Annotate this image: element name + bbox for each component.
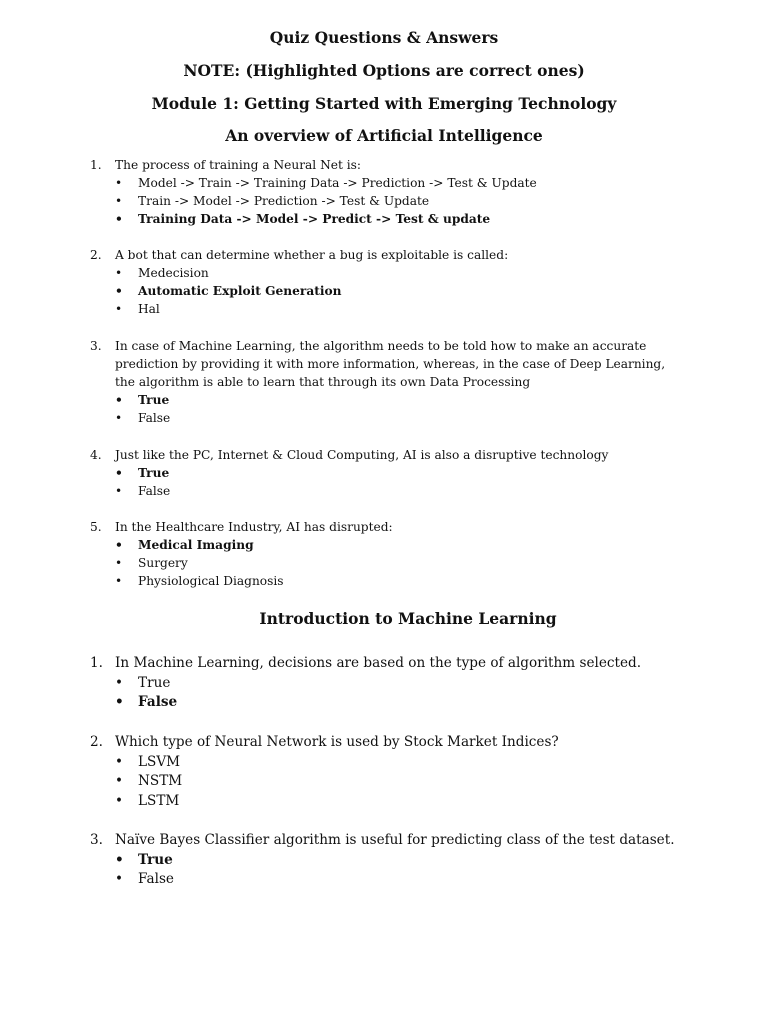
correct-answer-option xyxy=(90,210,680,228)
question-number: 2. xyxy=(90,248,102,262)
question-number: 2. xyxy=(90,734,103,750)
option-label: Medical Imaging xyxy=(138,538,254,552)
answer-option xyxy=(90,792,680,812)
question-block xyxy=(90,337,680,427)
option-label: Training Data -> Model -> Predict -> Test & update xyxy=(138,212,491,226)
bullet-icon: • xyxy=(115,266,123,280)
answer-option xyxy=(90,174,680,192)
option-label: LSTM xyxy=(138,792,180,809)
module-heading: Module 1: Getting Started with Emerging Technology xyxy=(151,94,617,113)
option-list xyxy=(90,264,680,318)
question-text: In Machine Learning, decisions are based on the type of algorithm selected. xyxy=(115,655,642,671)
correct-answer-option xyxy=(90,851,680,871)
bullet-icon: • xyxy=(115,851,124,868)
option-list xyxy=(90,753,680,812)
question-block xyxy=(90,446,680,500)
option-label: Surgery xyxy=(138,556,188,570)
bullet-icon: • xyxy=(115,538,123,552)
question-number: 1. xyxy=(90,655,103,671)
option-label: True xyxy=(138,674,171,691)
option-label: False xyxy=(138,694,178,710)
question-block xyxy=(90,831,680,890)
question-text: Which type of Neural Network is used by Stock Market Indices? xyxy=(115,734,559,750)
question-text: In the Healthcare Industry, AI has disrupted: xyxy=(115,520,393,534)
question-text: The process of training a Neural Net is: xyxy=(115,158,361,172)
correct-answer-option xyxy=(90,693,680,713)
question-text: A bot that can determine whether a bug is exploitable is called: xyxy=(115,248,509,262)
answer-option xyxy=(90,192,680,210)
answer-option xyxy=(90,554,680,572)
bullet-icon: • xyxy=(115,753,124,770)
bullet-icon: • xyxy=(115,194,123,208)
option-label: Train -> Model -> Prediction -> Test & Update xyxy=(138,194,430,208)
bullet-icon: • xyxy=(115,284,123,298)
correct-answer-option xyxy=(90,391,680,409)
answer-key-note: NOTE: (Highlighted Options are correct ones) xyxy=(183,61,585,80)
question-number: 4. xyxy=(90,448,102,462)
question-block xyxy=(90,246,680,318)
document-title: Quiz Questions & Answers xyxy=(269,28,499,47)
bullet-icon: • xyxy=(115,694,124,710)
bullet-icon: • xyxy=(115,466,123,480)
question-text: Just like the PC, Internet & Cloud Computing, AI is also a disruptive technology xyxy=(115,448,609,462)
option-label: Model -> Train -> Training Data -> Prediction -> Test & Update xyxy=(138,176,537,190)
bullet-icon: • xyxy=(115,773,124,789)
question-number: 1. xyxy=(90,158,102,172)
question-block xyxy=(90,654,680,713)
answer-option xyxy=(90,772,680,792)
answer-option xyxy=(90,572,680,590)
answer-option xyxy=(90,482,680,500)
option-list xyxy=(90,391,680,427)
question-block xyxy=(90,733,680,811)
bullet-icon: • xyxy=(115,574,123,588)
question-block xyxy=(90,518,680,590)
option-list xyxy=(90,174,680,228)
option-label: False xyxy=(138,484,171,498)
option-label: Physiological Diagnosis xyxy=(138,574,284,588)
option-label: False xyxy=(138,871,174,887)
option-label: Medecision xyxy=(138,266,209,280)
option-label: NSTM xyxy=(138,773,183,789)
bullet-icon: • xyxy=(115,393,123,407)
bullet-icon: • xyxy=(115,556,123,570)
option-label: True xyxy=(138,466,170,480)
option-label: Hal xyxy=(138,302,160,316)
section-heading-machine-learning: Introduction to Machine Learning xyxy=(259,609,557,628)
bullet-icon: • xyxy=(115,674,124,691)
question-number: 3. xyxy=(90,339,102,353)
answer-option xyxy=(90,300,680,318)
question-block xyxy=(90,156,680,228)
question-number: 3. xyxy=(90,832,103,848)
correct-answer-option xyxy=(90,536,680,554)
section-heading-ai-overview: An overview of Artificial Intelligence xyxy=(225,126,543,145)
answer-option xyxy=(90,264,680,282)
option-label: True xyxy=(138,851,173,868)
answer-option xyxy=(90,753,680,773)
correct-answer-option xyxy=(90,464,680,482)
bullet-icon: • xyxy=(115,302,123,316)
option-list xyxy=(90,851,680,890)
option-label: False xyxy=(138,411,171,425)
question-number: 5. xyxy=(90,520,102,534)
bullet-icon: • xyxy=(115,176,123,190)
bullet-icon: • xyxy=(115,792,124,809)
bullet-icon: • xyxy=(115,484,123,498)
bullet-icon: • xyxy=(115,871,124,887)
option-list xyxy=(90,536,680,590)
option-label: True xyxy=(138,393,170,407)
correct-answer-option xyxy=(90,282,680,300)
bullet-icon: • xyxy=(115,411,123,425)
answer-option xyxy=(90,409,680,427)
question-text: Naïve Bayes Classifier algorithm is useful for predicting class of the test dataset. xyxy=(115,832,675,848)
bullet-icon: • xyxy=(115,212,123,226)
option-label: Automatic Exploit Generation xyxy=(138,284,342,298)
answer-option xyxy=(90,674,680,694)
option-label: LSVM xyxy=(138,753,181,770)
option-list xyxy=(90,464,680,500)
option-list xyxy=(90,674,680,713)
question-text: In case of Machine Learning, the algorithm needs to be told how to make an accurate prediction by providing it with more information, whereas, in the case of Deep Learning, the algorithm is able to learn that through its own Data Processing xyxy=(115,339,666,389)
answer-option xyxy=(90,870,680,890)
